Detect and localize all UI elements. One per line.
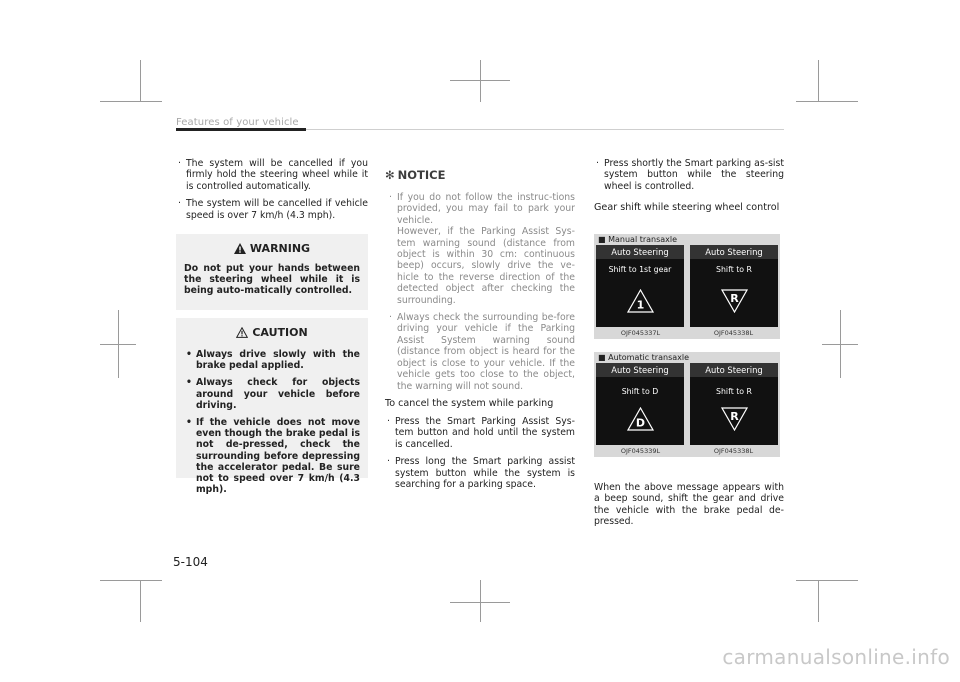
gear-shift-heading: Gear shift while steering wheel control — [594, 202, 780, 214]
cancel-heading: To cancel the system while parking — [385, 397, 554, 409]
screen-title: Auto Steering — [596, 245, 684, 259]
crop-mark — [822, 344, 858, 345]
crop-mark — [100, 580, 162, 581]
crop-mark — [818, 60, 819, 102]
screen-message: Shift to 1st gear — [608, 265, 672, 274]
figure-code: OJF045337L — [620, 329, 661, 337]
notice-item-text: If you do not follow the instruc-tions provided, you may fail to park your vehicle. — [397, 192, 575, 226]
crop-mark — [480, 580, 481, 622]
crop-mark — [818, 580, 819, 622]
notice-item-extra: However, if the Parking Assist Sys-tem warning sound (distance from object is within 30 cm: continuous beep) occurs, slowly drive the ve-hicle to the reverse direction of the detected object after checking the surrounding. — [397, 226, 575, 306]
caution-title — [176, 326, 368, 339]
warning-title-text: WARNING — [249, 242, 311, 255]
screen-title: Auto Steering — [596, 363, 684, 377]
right-column — [594, 158, 784, 220]
warning-title — [176, 242, 368, 255]
list-item: · The system will be cancelled if you firmly hold the steering wheel while it is controlled automatically. — [176, 158, 368, 192]
watermark-text: carmanualsonline.info — [722, 645, 950, 669]
list-item: · The system will be cancelled if vehicle speed is over 7 km/h (4.3 mph). — [176, 198, 368, 221]
notice-item — [385, 192, 575, 306]
figure-code: OJF045339L — [620, 447, 661, 455]
notice-title — [385, 168, 575, 182]
gear-up-triangle-icon — [627, 407, 654, 431]
crop-mark — [796, 580, 858, 581]
header-bar — [176, 128, 306, 131]
crop-mark — [450, 602, 510, 603]
figure-label: ■ Manual transaxle — [598, 235, 678, 244]
caution-list — [176, 349, 368, 495]
gear-up-triangle-icon — [627, 289, 654, 313]
screen-title: Auto Steering — [690, 245, 778, 259]
list-item: · Press shortly the Smart parking as-sist system button while the steering wheel is controlled. — [594, 158, 784, 192]
section-header: Features of your vehicle — [176, 117, 299, 128]
figure-label: ■ Automatic transaxle — [598, 353, 690, 362]
list-item: · Press long the Smart parking assist system button while the system is searching for a parking space. — [385, 456, 575, 490]
asterisk-icon: ✻ — [385, 168, 395, 182]
figure-codes — [594, 327, 780, 339]
gear-down-triangle-icon — [721, 407, 748, 431]
middle-column — [385, 168, 575, 496]
display-screens — [594, 245, 780, 327]
automatic-transaxle-figure — [594, 352, 780, 457]
gear-letter: 1 — [636, 298, 645, 312]
cluster-display — [690, 363, 778, 445]
caution-icon — [236, 327, 248, 338]
figure-codes — [594, 445, 780, 457]
caution-item: • If the vehicle does not move even though the brake pedal is not de-pressed, check the surrounding before depressing the accelerator pedal. Be sure not to speed over 7 km/h (4.3 mph). — [184, 417, 360, 495]
caution-title-text: CAUTION — [252, 326, 308, 339]
gear-letter: R — [730, 410, 739, 423]
screen-message: Shift to D — [621, 387, 659, 396]
crop-mark — [140, 580, 141, 622]
crop-mark — [480, 60, 481, 102]
screen-message: Shift to R — [716, 387, 752, 396]
gear-down-triangle-icon — [721, 289, 748, 313]
warning-icon — [234, 243, 246, 254]
notice-title-text: NOTICE — [397, 168, 446, 182]
gear-letter: R — [730, 292, 739, 305]
crop-mark — [100, 101, 162, 102]
notice-item: · Always check the surrounding be-fore driving your vehicle if the Parking Assist System warning sound (distance from object is heard for the object is close to your vehicle. If the vehicle gets too close to the object, the warning will not sound. — [385, 312, 575, 392]
warning-box — [176, 234, 368, 310]
left-column — [176, 158, 368, 227]
display-screens — [594, 363, 780, 445]
right-column-bottom — [594, 482, 784, 528]
figure-code: OJF045338L — [713, 447, 754, 455]
crop-mark — [796, 101, 858, 102]
crop-mark — [140, 60, 141, 102]
caution-item: • Always drive slowly with the brake pedal applied. — [184, 349, 360, 371]
gear-letter: D — [635, 416, 646, 430]
body-paragraph: When the above message appears with a beep sound, shift the gear and drive the vehicle with the brake pedal de-pressed. — [594, 482, 784, 528]
header-rule — [306, 129, 784, 130]
screen-title: Auto Steering — [690, 363, 778, 377]
caution-box — [176, 318, 368, 496]
page-number: 5-104 — [173, 555, 208, 569]
crop-mark — [450, 80, 510, 81]
screen-message: Shift to R — [716, 265, 752, 274]
list-item: · Press the Smart Parking Assist Sys-tem button and hold until the system is cancelled. — [385, 416, 575, 450]
warning-text: Do not put your hands between the steering wheel while it is being auto-matically controlled. — [184, 263, 360, 297]
cluster-display — [596, 363, 684, 445]
crop-mark — [100, 344, 136, 345]
manual-transaxle-figure — [594, 234, 780, 339]
caution-item: • Always check for objects around your vehicle before driving. — [184, 377, 360, 411]
figure-code: OJF045338L — [713, 329, 754, 337]
cluster-display — [596, 245, 684, 327]
cluster-display — [690, 245, 778, 327]
